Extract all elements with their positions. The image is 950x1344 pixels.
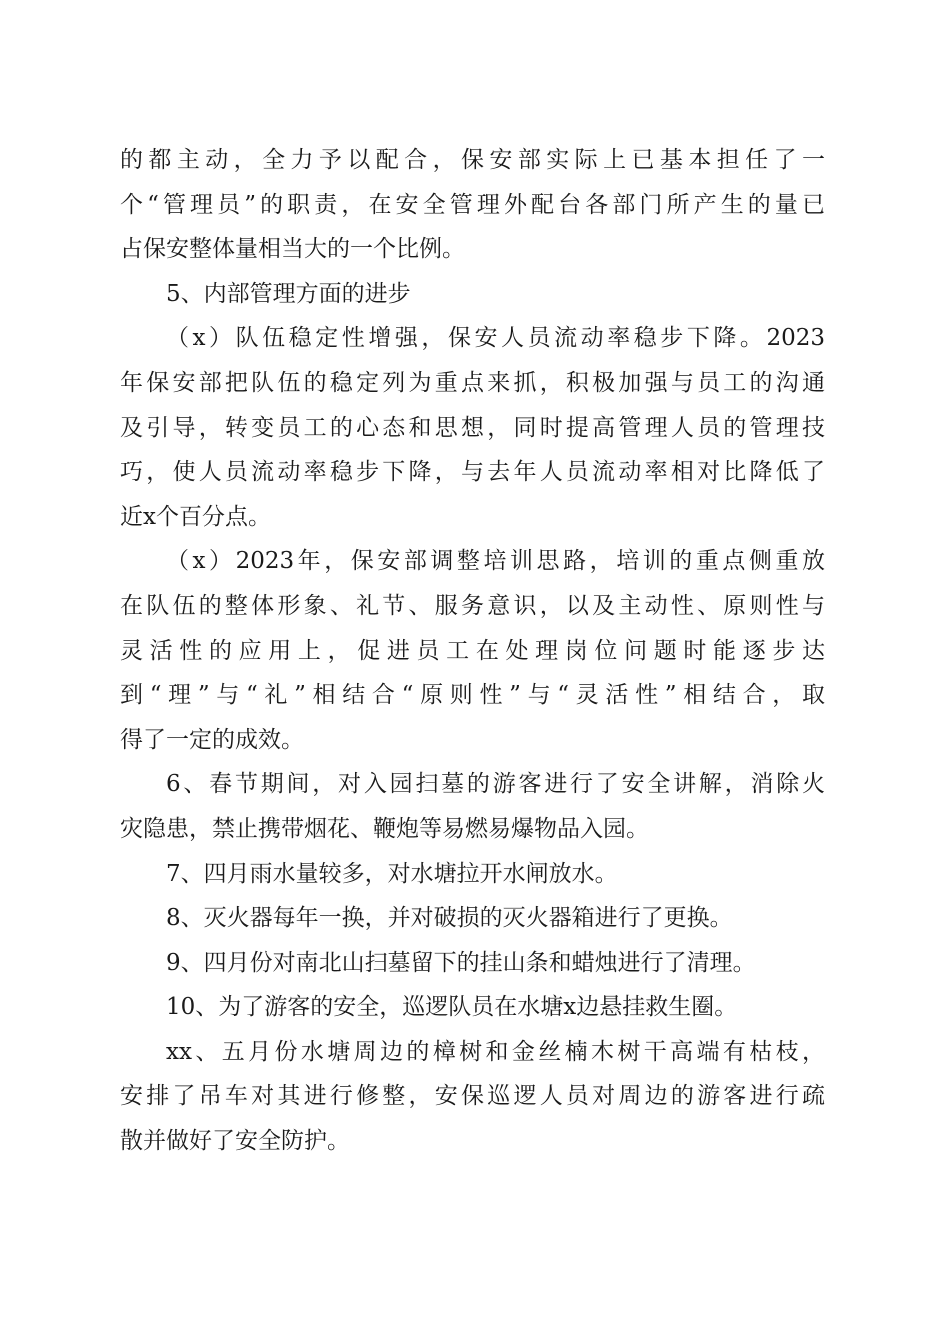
text-line: 年保安部把队伍的稳定列为重点来抓，积极加强与员工的沟通	[120, 369, 825, 396]
text-line: 灾隐患，禁止携带烟花、鞭炮等易燃易爆物品入园。	[120, 815, 649, 842]
text-line: 6、春节期间，对入园扫墓的游客进行了安全讲解，消除火	[166, 771, 825, 798]
document-body	[120, 138, 825, 1164]
text-line: 7、四月雨水量较多，对水塘拉开水闸放水。	[166, 860, 618, 887]
text-line: （x）队伍稳定性增强，保安人员流动率稳步下降。2023	[166, 325, 825, 352]
section-heading: 5、内部管理方面的进步	[166, 280, 411, 307]
text-line: 灵活性的应用上，促进员工在处理岗位问题时能逐步达	[120, 637, 825, 664]
text-line: 散并做好了安全防护。	[120, 1128, 350, 1155]
text-line: 的都主动，全力予以配合，保安部实际上已基本担任了一	[120, 147, 825, 173]
text-line: xx、五月份水塘周边的樟树和金丝楠木树干高端有枯枝，	[166, 1038, 825, 1065]
text-line: 及引导，转变员工的心态和思想，同时提高管理人员的管理技	[120, 414, 825, 441]
text-line: 占保安整体量相当大的一个比例。	[120, 236, 465, 263]
text-line: 个“管理员”的职责，在安全管理外配台各部门所产生的量已	[120, 191, 825, 218]
text-line: 在队伍的整体形象、礼节、服务意识，以及主动性、原则性与	[120, 592, 825, 619]
text-line: 安排了吊车对其进行修整，安保巡逻人员对周边的游客进行疏	[120, 1083, 825, 1110]
text-line: 9、四月份对南北山扫墓留下的挂山条和蜡烛进行了清理。	[166, 949, 756, 976]
text-line: （x）2023年，保安部调整培训思路，培训的重点侧重放	[166, 548, 825, 575]
text-line: 得了一定的成效。	[120, 726, 304, 753]
text-line: 8、灭火器每年一换，并对破损的灭火器箱进行了更换。	[166, 905, 733, 932]
text-line: 巧，使人员流动率稳步下降，与去年人员流动率相对比降低了	[120, 459, 825, 486]
text-line: 10、为了游客的安全，巡逻队员在水塘x边悬挂救生圈。	[166, 994, 738, 1021]
text-line: 到“理”与“礼”相结合“原则性”与“灵活性”相结合，取	[120, 682, 825, 709]
text-line: 近x个百分点。	[120, 503, 271, 530]
